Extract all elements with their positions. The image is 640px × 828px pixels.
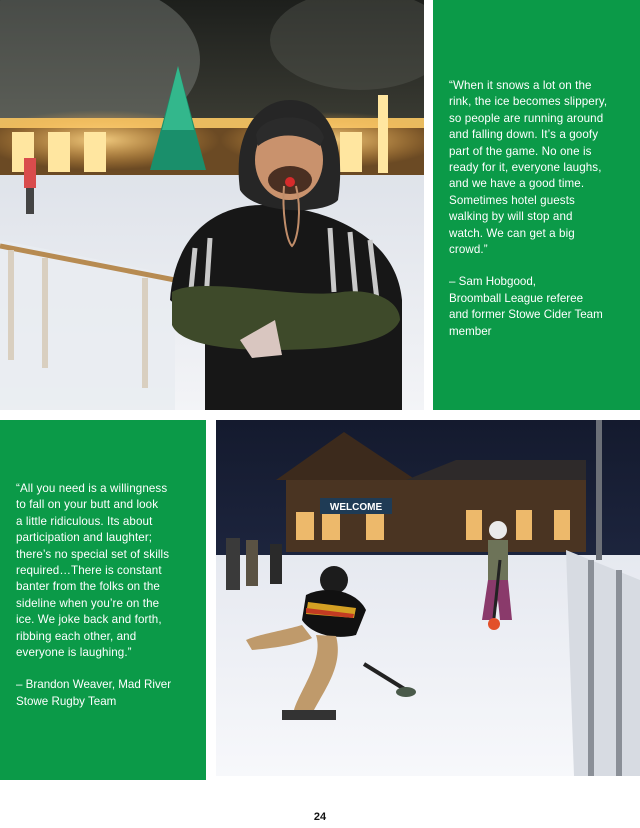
broomball-photo — [216, 420, 640, 776]
page-number: 24 — [313, 811, 327, 823]
welcome-sign: WELCOME — [329, 502, 383, 513]
quote-panel-bottom — [0, 420, 206, 780]
quote-text-bottom: “All you need is a willingness to fall on your butt and look a little ridiculous. Its about participation and laughter; there’s no special set of skills required…There is constant banter from the folks on the sideline when you’re on the ice. We joke back and forth, ribbing each other, and everyone is laughing.” — [16, 482, 170, 660]
referee-photo — [0, 0, 424, 410]
quote-attribution-bottom: – Brandon Weaver, Mad River Stowe Rugby Team — [16, 678, 172, 708]
quote-text-top: “When it snows a lot on the rink, the ice becomes slippery, so people are running around and falling down. It’s a goofy part of the game. No one is ready for it, everyone laughs, and we have a good time. Sometimes hotel guests walking by will stop and watch. We can get a big crowd.” — [449, 79, 608, 257]
quote-panel-top — [433, 0, 640, 410]
quote-attribution-top: – Sam Hobgood, Broomball League referee and former Stowe Cider Team member — [449, 275, 603, 338]
